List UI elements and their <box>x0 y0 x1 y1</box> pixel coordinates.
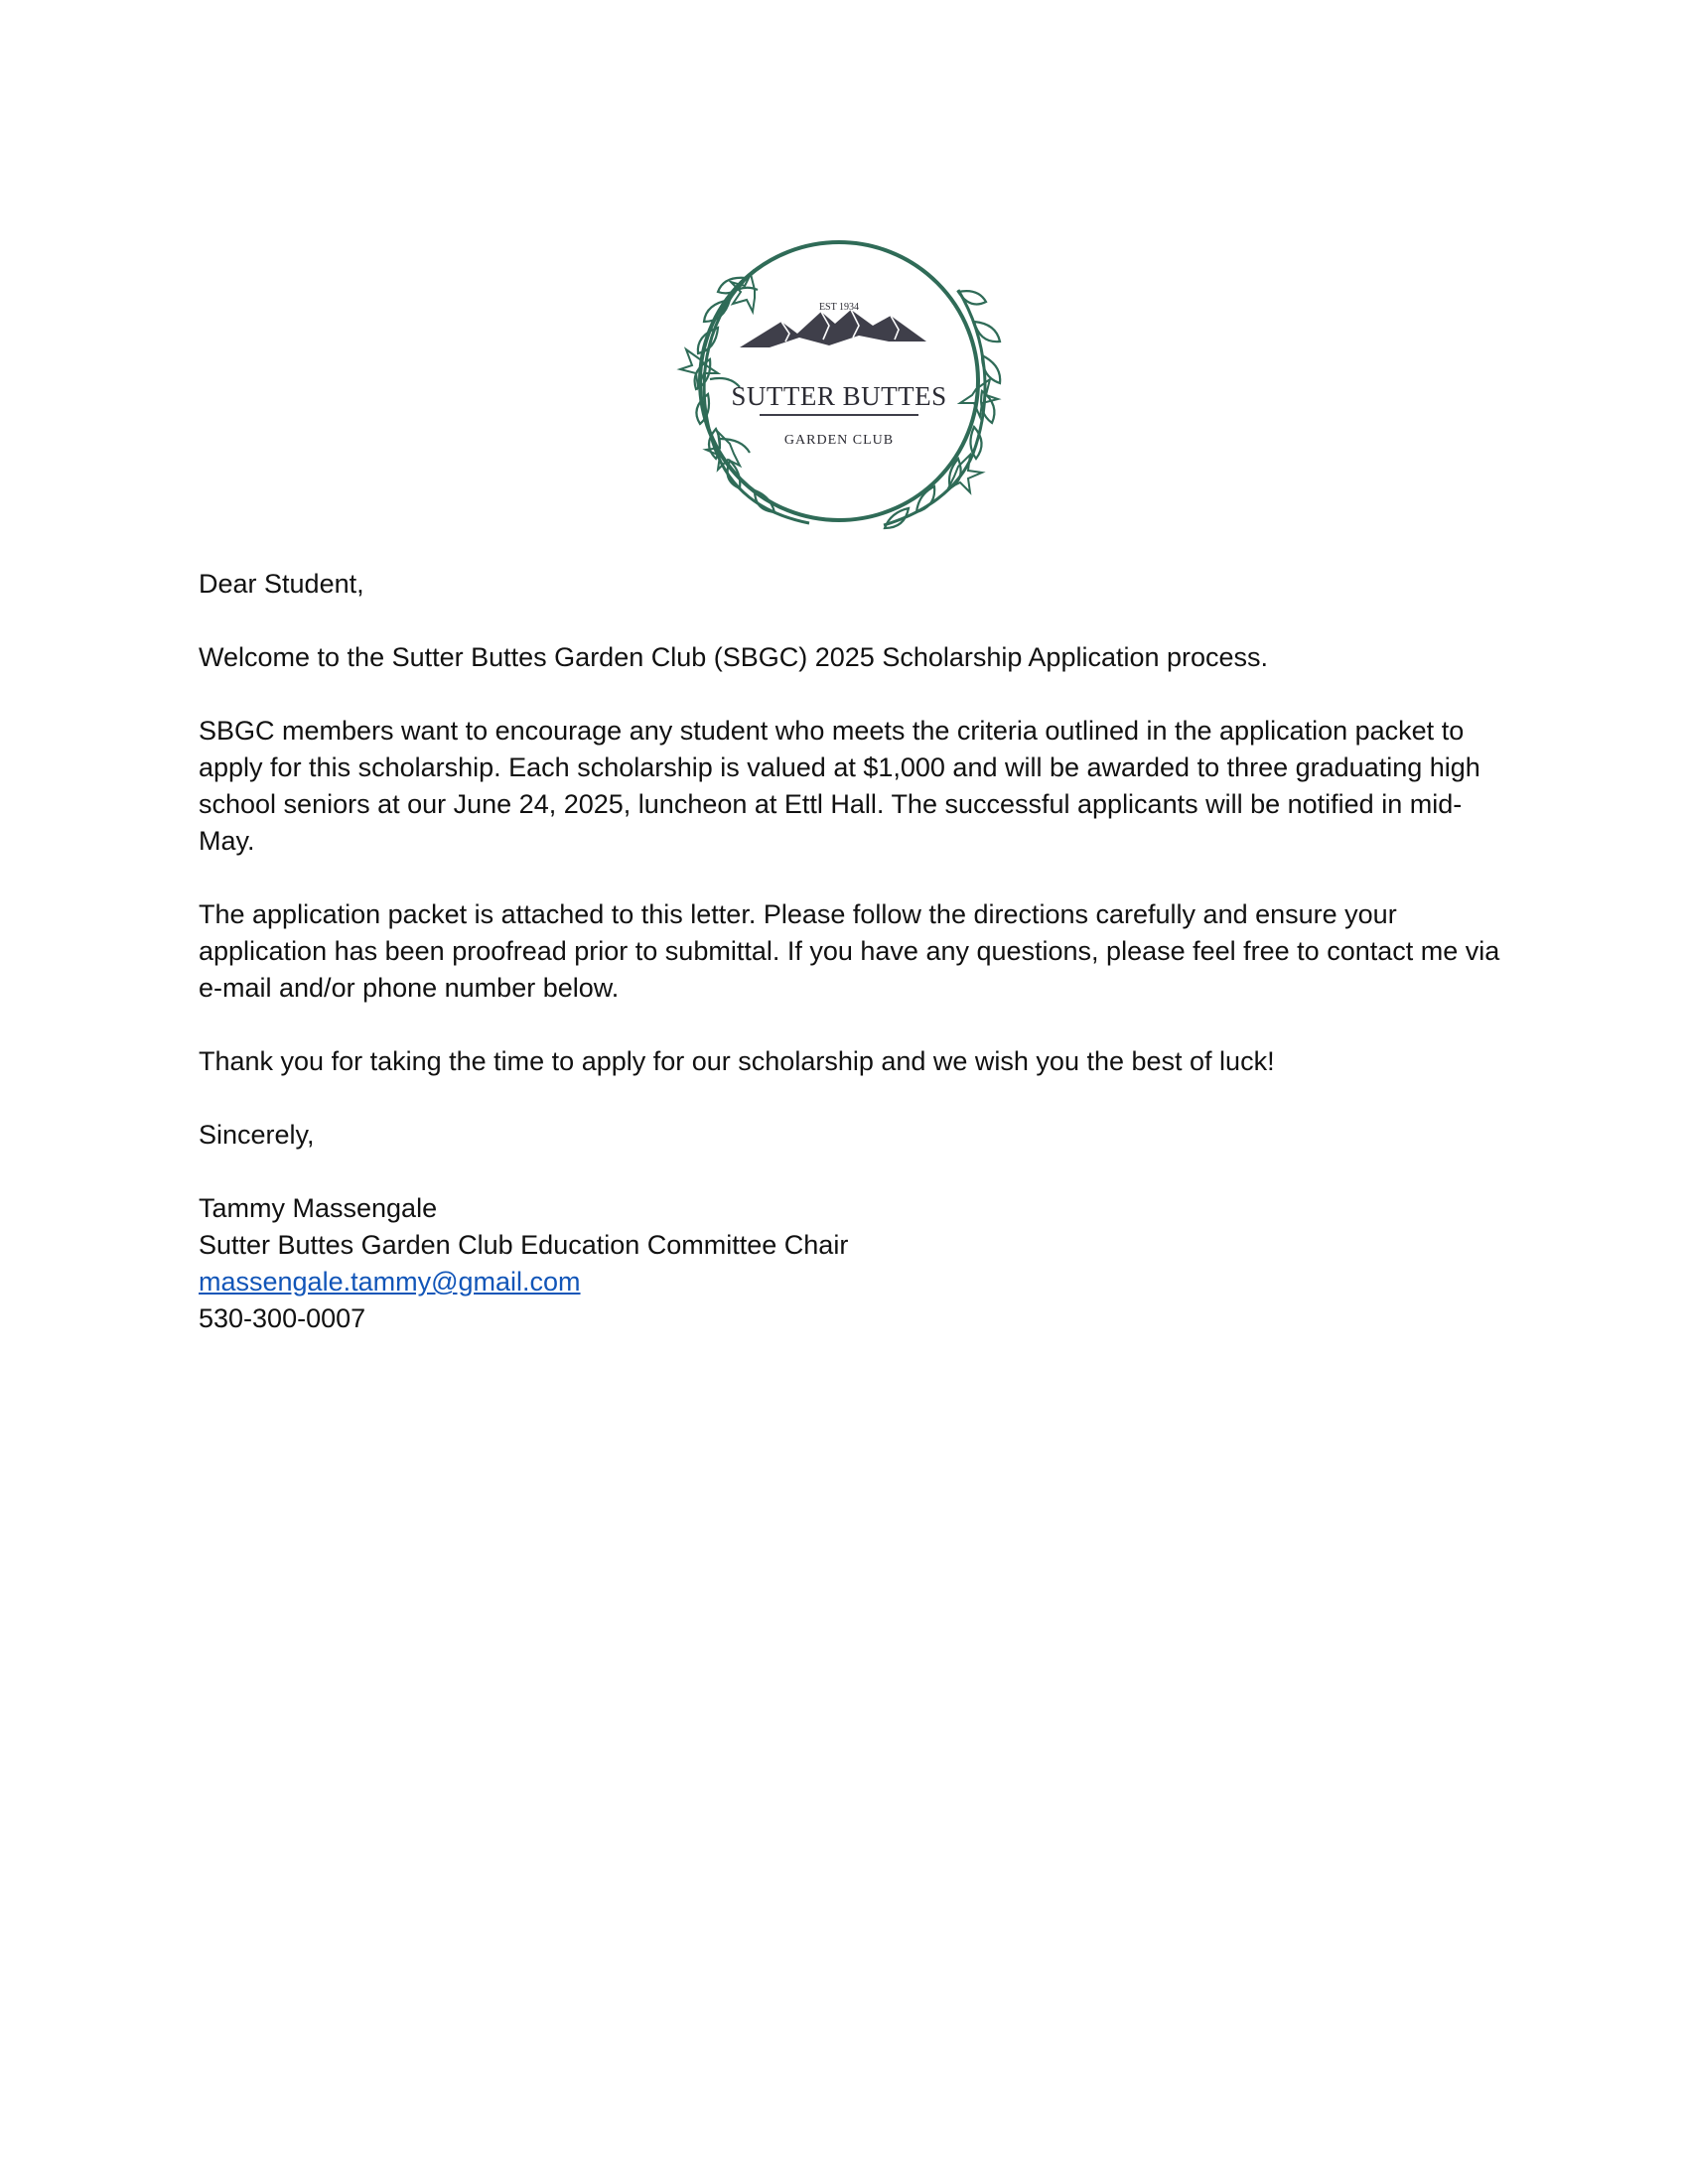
paragraph-criteria: SBGC members want to encourage any student who meets the criteria outlined in the application packet to apply for this scholarship. Each scholarship is valued at $1,000 and will be awarded to three graduating high school seniors at our June 24, 2025, luncheon at Ettl Hall. The successful applicants will be notified in mid-May. <box>199 716 1480 856</box>
signature-title: Sutter Buttes Garden Club Education Committee Chair <box>199 1230 849 1260</box>
salutation: Dear Student, <box>199 569 364 599</box>
closing: Sincerely, <box>199 1120 315 1150</box>
logo-established-text: EST 1934 <box>818 302 860 313</box>
letter-body <box>199 566 1509 1337</box>
logo-divider <box>760 414 918 416</box>
email-link[interactable]: massengale.tammy@gmail.com <box>199 1267 581 1297</box>
paragraph-welcome: Welcome to the Sutter Buttes Garden Club (SBGC) 2025 Scholarship Application process. <box>199 642 1269 672</box>
logo-subtitle-text: GARDEN CLUB <box>783 433 895 448</box>
signature-block <box>199 1190 1509 1337</box>
paragraph-thanks: Thank you for taking the time to apply for our scholarship and we wish you the best of luck! <box>199 1046 1275 1076</box>
paragraph-instructions: The application packet is attached to this letter. Please follow the directions carefully and ensure your application has been proofread prior to submittal. If you have any questions, please feel free to contact me via e-mail and/or phone number below. <box>199 899 1500 1003</box>
garden-club-logo <box>660 230 1018 533</box>
signature-phone: 530-300-0007 <box>199 1303 366 1333</box>
signature-name: Tammy Massengale <box>199 1193 438 1223</box>
logo-title-text: SUTTER BUTTES <box>731 381 947 411</box>
signature-email-line <box>199 1264 1509 1300</box>
